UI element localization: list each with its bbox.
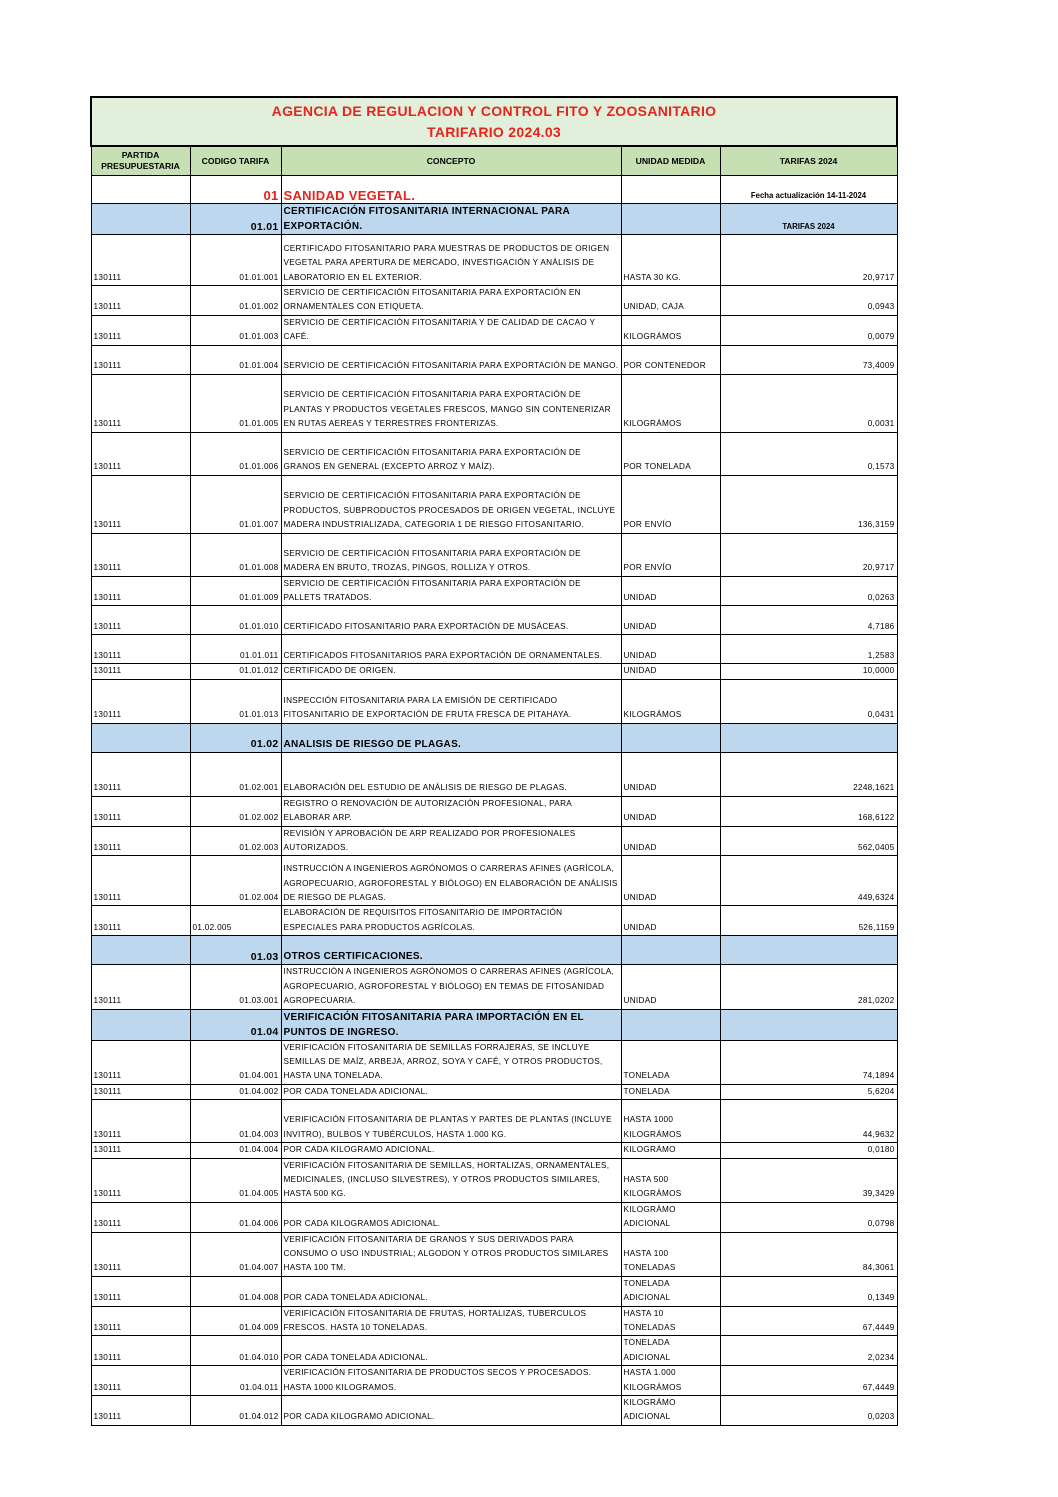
code-cell: 01.01.002 bbox=[190, 286, 281, 316]
concept-cell: SERVICIO DE CERTIFICACIÓN FITOSANITARIA Y DE CALIDAD DE CACAO Y CAFÉ. bbox=[281, 315, 621, 345]
partida-cell: 130111 bbox=[91, 965, 190, 1009]
code-cell: 01.01.011 bbox=[190, 635, 281, 664]
section-header-row bbox=[91, 936, 897, 965]
partida-cell: 130111 bbox=[91, 906, 190, 936]
code-cell: 01.04.002 bbox=[190, 1084, 281, 1099]
table-row bbox=[91, 1100, 897, 1143]
unit-cell: UNIDAD bbox=[621, 856, 720, 906]
concept-cell: POR CADA TONELADA ADICIONAL. bbox=[281, 1276, 621, 1306]
concept-cell: VERIFICACIÓN FITOSANITARIA DE GRANOS Y SUS DERIVADOS PARA CONSUMO O USO INDUSTRIAL; ALGODON Y OTROS PRODUCTOS SIMILARES HASTA 100 TM. bbox=[281, 1232, 621, 1276]
table-row bbox=[91, 315, 897, 345]
value-cell: 449,6324 bbox=[720, 856, 897, 906]
table-row bbox=[91, 856, 897, 906]
code-cell: 01.01.004 bbox=[190, 345, 281, 374]
unit-cell: KILOGRÁMO ADICIONAL bbox=[621, 1202, 720, 1232]
section-code: 01.02 bbox=[190, 723, 281, 752]
table-row bbox=[91, 533, 897, 576]
value-cell: 2248,1621 bbox=[720, 752, 897, 796]
value-cell: 67,4449 bbox=[720, 1366, 897, 1396]
table-row bbox=[91, 374, 897, 432]
concept-cell: CERTIFICADO FITOSANITARIO PARA MUESTRAS DE PRODUCTOS DE ORIGEN VEGETAL PARA APERTURA DE MERCADO, INVESTIGACIÓN Y ANÁLISIS DE LABORATORIO EN EL EXTERIOR. bbox=[281, 235, 621, 286]
tarifario-sheet bbox=[90, 96, 896, 1426]
partida-cell: 130111 bbox=[91, 1366, 190, 1396]
document-title: AGENCIA DE REGULACION Y CONTROL FITO Y ZOOSANITARIO bbox=[271, 103, 717, 119]
table-row bbox=[91, 826, 897, 856]
partida-cell: 130111 bbox=[91, 475, 190, 533]
partida-cell: 130111 bbox=[91, 1396, 190, 1426]
concept-cell: ELABORACIÓN DE REQUISITOS FITOSANITARIO DE IMPORTACIÓN ESPECIALES PARA PRODUCTOS AGRÍCOLAS. bbox=[281, 906, 621, 936]
code-cell: 01.04.004 bbox=[190, 1143, 281, 1158]
table-row bbox=[91, 606, 897, 635]
concept-cell: REVISIÓN Y APROBACIÓN DE ARP REALIZADO POR PROFESIONALES AUTORIZADOS. bbox=[281, 826, 621, 856]
code-cell: 01.02.001 bbox=[190, 752, 281, 796]
value-cell: 73,4009 bbox=[720, 345, 897, 374]
partida-cell: 130111 bbox=[91, 374, 190, 432]
table-row bbox=[91, 576, 897, 606]
unit-cell: TONELADA bbox=[621, 1084, 720, 1099]
value-cell: 136,3159 bbox=[720, 475, 897, 533]
value-cell: 0,0079 bbox=[720, 315, 897, 345]
section-title: VERIFICACIÓN FITOSANITARIA PARA IMPORTACIÓN EN EL PUNTOS DE INGRESO. bbox=[281, 1009, 621, 1040]
unit-cell: KILOGRÁMOS bbox=[621, 315, 720, 345]
table-row bbox=[91, 635, 897, 664]
unit-cell: HASTA 100 TONELADAS bbox=[621, 1232, 720, 1276]
update-date-note: Fecha actualización 14-11-2024 bbox=[720, 176, 897, 204]
value-cell: 0,0203 bbox=[720, 1396, 897, 1426]
code-cell: 01.04.010 bbox=[190, 1336, 281, 1366]
code-cell: 01.01.010 bbox=[190, 606, 281, 635]
concept-cell: SERVICIO DE CERTIFICACIÓN FITOSANITARIA PARA EXPORTACIÓN DE PLANTAS Y PRODUCTOS VEGETALES FRESCOS, MANGO SIN CONTENERIZAR EN RUTAS AEREAS Y TERRESTRES FRONTERIZAS. bbox=[281, 374, 621, 432]
code-cell: 01.01.012 bbox=[190, 664, 281, 679]
table-row bbox=[91, 965, 897, 1009]
unit-cell: TONELADA bbox=[621, 1040, 720, 1084]
header-unidad: UNIDAD MEDIDA bbox=[621, 146, 720, 176]
value-cell: 20,9717 bbox=[720, 235, 897, 286]
value-cell: 5,6204 bbox=[720, 1084, 897, 1099]
value-cell: 2,0234 bbox=[720, 1336, 897, 1366]
concept-cell: POR CADA TONELADA ADICIONAL. bbox=[281, 1336, 621, 1366]
section-unit bbox=[621, 1009, 720, 1040]
code-cell: 01.01.006 bbox=[190, 432, 281, 475]
partida-cell: 130111 bbox=[91, 1143, 190, 1158]
table-row bbox=[91, 432, 897, 475]
concept-cell: SERVICIO DE CERTIFICACIÓN FITOSANITARIA PARA EXPORTACIÓN DE PRODUCTOS, SUBPRODUCTOS PROCESADOS DE ORIGEN VEGETAL, INCLUYE MADERA INDUSTRIALIZADA, CATEGORIA 1 DE RIESGO FITOSANITARIO. bbox=[281, 475, 621, 533]
unit-cell: HASTA 500 KILOGRÁMOS bbox=[621, 1158, 720, 1202]
concept-cell: SERVICIO DE CERTIFICACIÓN FITOSANITARIA PARA EXPORTACIÓN DE MANGO. bbox=[281, 345, 621, 374]
concept-cell: SERVICIO DE CERTIFICACIÓN FITOSANITARIA PARA EXPORTACIÓN EN ORNAMENTALES CON ETIQUETA. bbox=[281, 286, 621, 316]
table-row bbox=[91, 906, 897, 936]
code-cell: 01.04.009 bbox=[190, 1306, 281, 1336]
partida-cell: 130111 bbox=[91, 1158, 190, 1202]
partida-cell: 130111 bbox=[91, 856, 190, 906]
section-title: OTROS CERTIFICACIONES. bbox=[281, 936, 621, 965]
table-row bbox=[91, 1396, 897, 1426]
code-cell: 01.04.006 bbox=[190, 1202, 281, 1232]
section-partida bbox=[91, 936, 190, 965]
table-row bbox=[91, 1232, 897, 1276]
table-row bbox=[91, 1158, 897, 1202]
unit-cell: HASTA 1000 KILOGRÁMOS bbox=[621, 1100, 720, 1143]
table-row bbox=[91, 664, 897, 679]
document-subtitle: TARIFARIO 2024.03 bbox=[427, 124, 562, 140]
partida-cell: 130111 bbox=[91, 679, 190, 723]
table-row bbox=[91, 1084, 897, 1099]
code-cell: 01.02.003 bbox=[190, 826, 281, 856]
concept-cell: VERIFICACIÓN FITOSANITARIA DE PRODUCTOS SECOS Y PROCESADOS. HASTA 1000 KILOGRAMOS. bbox=[281, 1366, 621, 1396]
value-cell: 562,0405 bbox=[720, 826, 897, 856]
value-cell: 0,0798 bbox=[720, 1202, 897, 1232]
value-cell: 281,0202 bbox=[720, 965, 897, 1009]
section-partida bbox=[91, 1009, 190, 1040]
top-unit bbox=[621, 176, 720, 204]
value-cell: 44,9632 bbox=[720, 1100, 897, 1143]
code-cell: 01.01.003 bbox=[190, 315, 281, 345]
value-cell: 1,2583 bbox=[720, 635, 897, 664]
table-row bbox=[91, 752, 897, 796]
unit-cell: HASTA 10 TONELADAS bbox=[621, 1306, 720, 1336]
concept-cell: SERVICIO DE CERTIFICACIÓN FITOSANITARIA PARA EXPORTACIÓN DE GRANOS EN GENERAL (EXCEPTO ARROZ Y MAÍZ). bbox=[281, 432, 621, 475]
title-row bbox=[91, 97, 897, 146]
unit-cell: POR ENVÍO bbox=[621, 475, 720, 533]
section-tarifas bbox=[720, 1009, 897, 1040]
section-unit bbox=[621, 936, 720, 965]
top-section-row bbox=[91, 176, 897, 204]
value-cell: 0,0031 bbox=[720, 374, 897, 432]
concept-cell: POR CADA TONELADA ADICIONAL. bbox=[281, 1084, 621, 1099]
code-cell: 01.01.009 bbox=[190, 576, 281, 606]
unit-cell: KILOGRÁMOS bbox=[621, 679, 720, 723]
value-cell: 67,4449 bbox=[720, 1306, 897, 1336]
partida-cell: 130111 bbox=[91, 286, 190, 316]
unit-cell: HASTA 30 KG. bbox=[621, 235, 720, 286]
partida-cell: 130111 bbox=[91, 635, 190, 664]
concept-cell: CERTIFICADOS FITOSANITARIOS PARA EXPORTACIÓN DE ORNAMENTALES. bbox=[281, 635, 621, 664]
partida-cell: 130111 bbox=[91, 315, 190, 345]
table-row bbox=[91, 1366, 897, 1396]
section-code: 01.01 bbox=[190, 204, 281, 235]
code-cell: 01.03.001 bbox=[190, 965, 281, 1009]
partida-cell: 130111 bbox=[91, 1336, 190, 1366]
value-cell: 526,1159 bbox=[720, 906, 897, 936]
value-cell: 74,1894 bbox=[720, 1040, 897, 1084]
unit-cell: UNIDAD bbox=[621, 826, 720, 856]
concept-cell: ELABORACIÓN DEL ESTUDIO DE ANÁLISIS DE RIESGO DE PLAGAS. bbox=[281, 752, 621, 796]
top-partida bbox=[91, 176, 190, 204]
section-header-row bbox=[91, 1009, 897, 1040]
header-tarifas: TARIFAS 2024 bbox=[720, 146, 897, 176]
value-cell: 0,0180 bbox=[720, 1143, 897, 1158]
tarifario-table bbox=[90, 96, 898, 1426]
partida-cell: 130111 bbox=[91, 826, 190, 856]
header-codigo: CODIGO TARIFA bbox=[190, 146, 281, 176]
partida-cell: 130111 bbox=[91, 664, 190, 679]
unit-cell: POR CONTENEDOR bbox=[621, 345, 720, 374]
partida-cell: 130111 bbox=[91, 1202, 190, 1232]
code-cell: 01.01.013 bbox=[190, 679, 281, 723]
concept-cell: INSTRUCCIÓN A INGENIEROS AGRÓNOMOS O CARRERAS AFINES (AGRÍCOLA, AGROPECUARIO, AGROFORESTAL Y BIÓLOGO) EN ELABORACIÓN DE ANÁLISIS DE RIESGO DE PLAGAS. bbox=[281, 856, 621, 906]
code-cell: 01.04.005 bbox=[190, 1158, 281, 1202]
partida-cell: 130111 bbox=[91, 345, 190, 374]
header-concepto: CONCEPTO bbox=[281, 146, 621, 176]
unit-cell: UNIDAD, CAJA bbox=[621, 286, 720, 316]
value-cell: 4,7186 bbox=[720, 606, 897, 635]
top-code: 01 bbox=[190, 176, 281, 204]
section-header-row bbox=[91, 723, 897, 752]
value-cell: 10,0000 bbox=[720, 664, 897, 679]
code-cell: 01.04.011 bbox=[190, 1366, 281, 1396]
unit-cell: HASTA 1.000 KILOGRÁMOS bbox=[621, 1366, 720, 1396]
concept-cell: VERIFICACIÓN FITOSANITARIA DE PLANTAS Y PARTES DE PLANTAS (INCLUYE INVITRO), BULBOS Y TUBÉRCULOS, HASTA 1.000 KG. bbox=[281, 1100, 621, 1143]
unit-cell: UNIDAD bbox=[621, 752, 720, 796]
code-cell: 01.04.001 bbox=[190, 1040, 281, 1084]
partida-cell: 130111 bbox=[91, 1232, 190, 1276]
value-cell: 0,1349 bbox=[720, 1276, 897, 1306]
table-row bbox=[91, 1276, 897, 1306]
section-title: CERTIFICACIÓN FITOSANITARIA INTERNACIONAL PARA EXPORTACIÓN. bbox=[281, 204, 621, 235]
code-cell: 01.04.008 bbox=[190, 1276, 281, 1306]
partida-cell: 130111 bbox=[91, 235, 190, 286]
concept-cell: SERVICIO DE CERTIFICACIÓN FITOSANITARIA PARA EXPORTACIÓN DE MADERA EN BRUTO, TROZAS, PINGOS, ROLLIZA Y OTROS. bbox=[281, 533, 621, 576]
code-cell: 01.01.007 bbox=[190, 475, 281, 533]
code-cell: 01.01.001 bbox=[190, 235, 281, 286]
unit-cell: UNIDAD bbox=[621, 576, 720, 606]
top-title: SANIDAD VEGETAL. bbox=[281, 176, 621, 204]
section-partida bbox=[91, 204, 190, 235]
concept-cell: VERIFICACIÓN FITOSANITARIA DE FRUTAS, HORTALIZAS, TUBERCULOS FRESCOS. HASTA 10 TONELADAS. bbox=[281, 1306, 621, 1336]
section-code: 01.03 bbox=[190, 936, 281, 965]
value-cell: 0,1573 bbox=[720, 432, 897, 475]
table-row bbox=[91, 475, 897, 533]
code-cell: 01.01.008 bbox=[190, 533, 281, 576]
concept-cell: POR CADA KILOGRAMO ADICIONAL. bbox=[281, 1143, 621, 1158]
concept-cell: VERIFICACIÓN FITOSANITARIA DE SEMILLAS, HORTALIZAS, ORNAMENTALES, MEDICINALES, (INCLUSO SILVESTRES), Y OTROS PRODUCTOS SIMILARES, HASTA 500 KG. bbox=[281, 1158, 621, 1202]
partida-cell: 130111 bbox=[91, 752, 190, 796]
concept-cell: POR CADA KILOGRAMO ADICIONAL. bbox=[281, 1396, 621, 1426]
document-header bbox=[91, 97, 897, 146]
table-row bbox=[91, 286, 897, 316]
concept-cell: SERVICIO DE CERTIFICACIÓN FITOSANITARIA PARA EXPORTACIÓN DE PALLETS TRATADOS. bbox=[281, 576, 621, 606]
section-tarifas bbox=[720, 723, 897, 752]
section-unit bbox=[621, 723, 720, 752]
partida-cell: 130111 bbox=[91, 1100, 190, 1143]
table-row bbox=[91, 796, 897, 826]
section-unit bbox=[621, 204, 720, 235]
code-cell: 01.04.007 bbox=[190, 1232, 281, 1276]
unit-cell: KILOGRÁMO ADICIONAL bbox=[621, 1396, 720, 1426]
partida-cell: 130111 bbox=[91, 796, 190, 826]
partida-cell: 130111 bbox=[91, 606, 190, 635]
unit-cell: UNIDAD bbox=[621, 664, 720, 679]
partida-cell: 130111 bbox=[91, 576, 190, 606]
value-cell: 168,6122 bbox=[720, 796, 897, 826]
table-row bbox=[91, 1336, 897, 1366]
unit-cell: UNIDAD bbox=[621, 606, 720, 635]
table-row bbox=[91, 1040, 897, 1084]
code-cell: 01.02.002 bbox=[190, 796, 281, 826]
concept-cell: INSPECCIÓN FITOSANITARIA PARA LA EMISIÓN DE CERTIFICADO FITOSANITARIO DE EXPORTACIÓN DE FRUTA FRESCA DE PITAHAYA. bbox=[281, 679, 621, 723]
unit-cell: UNIDAD bbox=[621, 965, 720, 1009]
partida-cell: 130111 bbox=[91, 1306, 190, 1336]
code-cell: 01.04.003 bbox=[190, 1100, 281, 1143]
unit-cell: KILOGRÁMO bbox=[621, 1143, 720, 1158]
section-header-row bbox=[91, 204, 897, 235]
unit-cell: POR ENVÍO bbox=[621, 533, 720, 576]
section-tarifas: TARIFAS 2024 bbox=[720, 204, 897, 235]
section-code: 01.04 bbox=[190, 1009, 281, 1040]
column-header-row bbox=[91, 146, 897, 176]
concept-cell: CERTIFICADO FITOSANITARIO PARA EXPORTACIÓN DE MUSÁCEAS. bbox=[281, 606, 621, 635]
partida-cell: 130111 bbox=[91, 432, 190, 475]
partida-cell: 130111 bbox=[91, 533, 190, 576]
unit-cell: TONELADA ADICIONAL bbox=[621, 1276, 720, 1306]
code-cell: 01.02.005 bbox=[190, 906, 281, 936]
value-cell: 20,9717 bbox=[720, 533, 897, 576]
code-cell: 01.01.005 bbox=[190, 374, 281, 432]
unit-cell: TONELADA ADICIONAL bbox=[621, 1336, 720, 1366]
table-row bbox=[91, 235, 897, 286]
table-row bbox=[91, 1143, 897, 1158]
value-cell: 0,0431 bbox=[720, 679, 897, 723]
value-cell: 0,0263 bbox=[720, 576, 897, 606]
table-row bbox=[91, 345, 897, 374]
partida-cell: 130111 bbox=[91, 1040, 190, 1084]
partida-cell: 130111 bbox=[91, 1276, 190, 1306]
table-row bbox=[91, 1202, 897, 1232]
concept-cell: VERIFICACIÓN FITOSANITARIA DE SEMILLAS FORRAJERAS, SE INCLUYE SEMILLAS DE MAÍZ, ARBEJA, ARROZ, SOYA Y CAFÉ, Y OTROS PRODUCTOS, HASTA UNA TONELADA. bbox=[281, 1040, 621, 1084]
partida-cell: 130111 bbox=[91, 1084, 190, 1099]
unit-cell: UNIDAD bbox=[621, 796, 720, 826]
concept-cell: REGISTRO O RENOVACIÓN DE AUTORIZACIÓN PROFESIONAL, PARA ELABORAR ARP. bbox=[281, 796, 621, 826]
section-title: ANALISIS DE RIESGO DE PLAGAS. bbox=[281, 723, 621, 752]
section-partida bbox=[91, 723, 190, 752]
unit-cell: UNIDAD bbox=[621, 906, 720, 936]
table-row bbox=[91, 679, 897, 723]
code-cell: 01.04.012 bbox=[190, 1396, 281, 1426]
concept-cell: POR CADA KILOGRAMOS ADICIONAL. bbox=[281, 1202, 621, 1232]
value-cell: 84,3061 bbox=[720, 1232, 897, 1276]
table-row bbox=[91, 1306, 897, 1336]
section-tarifas bbox=[720, 936, 897, 965]
unit-cell: POR TONELADA bbox=[621, 432, 720, 475]
concept-cell: INSTRUCCIÓN A INGENIEROS AGRÓNOMOS O CARRERAS AFINES (AGRÍCOLA, AGROPECUARIO, AGROFORESTAL Y BIÓLOGO) EN TEMAS DE FITOSANIDAD AGROPECUARIA. bbox=[281, 965, 621, 1009]
header-partida: PARTIDA PRESUPUESTARIA bbox=[91, 146, 190, 176]
unit-cell: UNIDAD bbox=[621, 635, 720, 664]
value-cell: 39,3429 bbox=[720, 1158, 897, 1202]
unit-cell: KILOGRÁMOS bbox=[621, 374, 720, 432]
code-cell: 01.02.004 bbox=[190, 856, 281, 906]
value-cell: 0,0943 bbox=[720, 286, 897, 316]
concept-cell: CERTIFICADO DE ORIGEN. bbox=[281, 664, 621, 679]
